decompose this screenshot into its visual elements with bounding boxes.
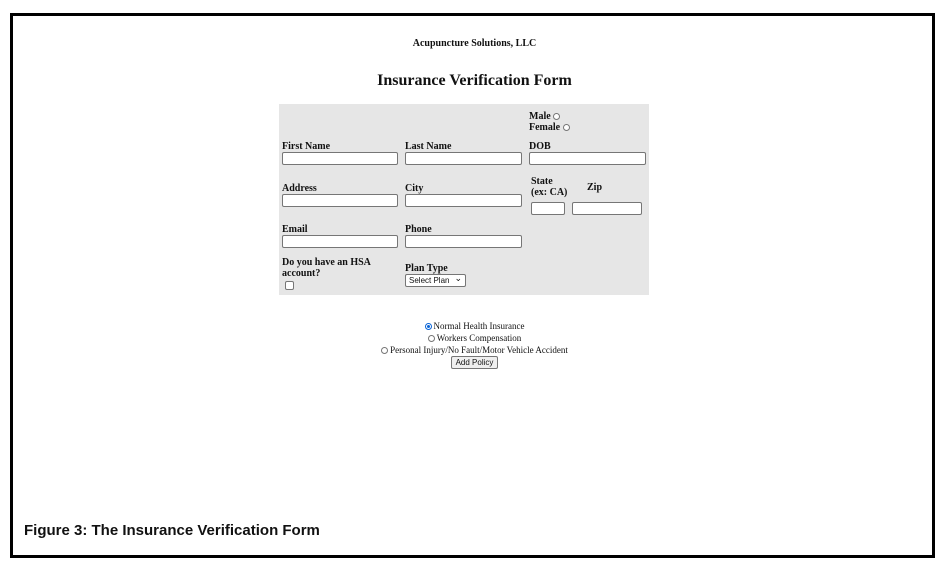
plan-type-selected: Select Plan	[409, 276, 450, 285]
policy-option-normal[interactable]	[0, 320, 949, 332]
gender-female-radio[interactable]	[563, 124, 570, 131]
hsa-checkbox[interactable]	[285, 281, 294, 290]
zip-label: Zip	[587, 182, 603, 193]
last-name-label: Last Name	[405, 141, 452, 152]
radio-icon[interactable]	[381, 347, 388, 354]
address-label: Address	[282, 183, 317, 194]
chevron-down-icon: ⌄	[454, 273, 462, 283]
last-name-field[interactable]	[405, 152, 522, 165]
page-title: Insurance Verification Form	[377, 72, 572, 89]
email-field[interactable]	[282, 235, 398, 248]
gender-female-label: Female	[529, 122, 561, 133]
address-field[interactable]	[282, 194, 398, 207]
policy-options	[0, 320, 949, 369]
figure-caption: Figure 3: The Insurance Verification Form	[24, 522, 320, 539]
hsa-label-line1: Do you have an HSA	[282, 257, 371, 268]
gender-male-radio[interactable]	[553, 113, 560, 120]
policy-option-label: Normal Health Insurance	[433, 321, 525, 331]
plan-type-select[interactable]	[405, 274, 466, 287]
state-field[interactable]	[531, 202, 565, 215]
first-name-label: First Name	[282, 141, 331, 152]
add-policy-button[interactable]: Add Policy	[451, 356, 499, 369]
radio-selected-icon[interactable]	[425, 323, 432, 330]
hsa-label-line2: account?	[282, 268, 321, 279]
phone-field[interactable]	[405, 235, 522, 248]
company-name: Acupuncture Solutions, LLC	[412, 38, 537, 49]
zip-field[interactable]	[572, 202, 642, 215]
phone-label: Phone	[405, 224, 432, 235]
plan-type-label: Plan Type	[405, 263, 448, 274]
policy-option-workers-comp[interactable]	[0, 332, 949, 344]
state-label-line2: (ex: CA)	[531, 187, 568, 198]
gender-male-row	[529, 111, 560, 122]
gender-female-row	[529, 122, 570, 133]
state-label-line1: State	[531, 176, 553, 187]
radio-icon[interactable]	[428, 335, 435, 342]
policy-option-label: Personal Injury/No Fault/Motor Vehicle Accident	[390, 345, 568, 355]
city-field[interactable]	[405, 194, 522, 207]
dob-label: DOB	[529, 141, 551, 152]
dob-field[interactable]	[529, 152, 646, 165]
form-panel	[279, 104, 649, 295]
city-label: City	[405, 183, 424, 194]
hsa-label	[282, 257, 371, 279]
gender-male-label: Male	[529, 111, 551, 122]
policy-option-label: Workers Compensation	[436, 333, 522, 343]
first-name-field[interactable]	[282, 152, 398, 165]
policy-option-personal-injury[interactable]	[0, 344, 949, 356]
email-label: Email	[282, 224, 308, 235]
state-label	[531, 176, 567, 198]
